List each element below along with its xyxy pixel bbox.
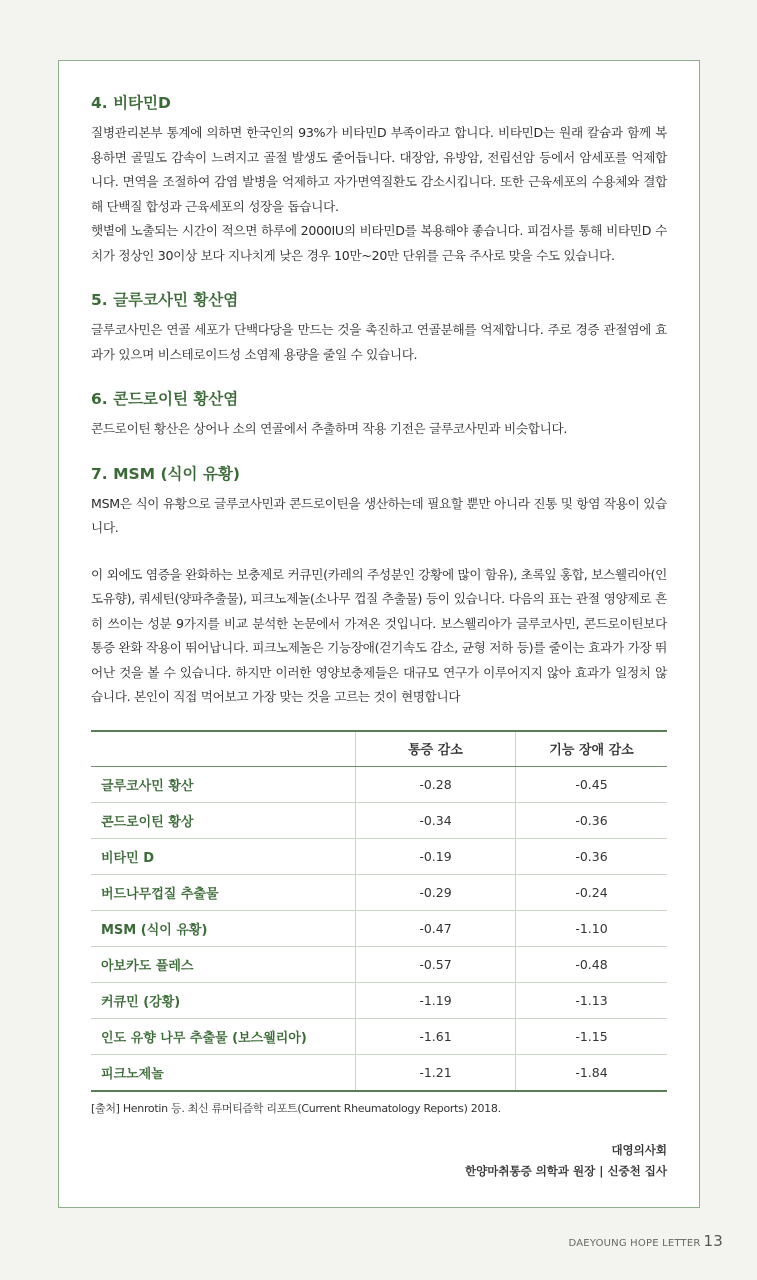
- section-chondroitin: [91, 389, 667, 442]
- table-source: [출처] Henrotin 등. 최신 류머티즘학 리포트(Current Rheumatology Reports) 2018.: [91, 1101, 501, 1115]
- section-paragraph: 햇볕에 노출되는 시간이 적으면 하루에 2000IU의 비타민D를 복용해야 좋습니다. 피검사를 통해 비타민D 수치가 정상인 30이상 보다 지나치게 낮은 경우 10만~20만 단위를 근육 주사로 맞을 수도 있습니다.: [91, 223, 667, 263]
- intro-paragraph: 이 외에도 염증을 완화하는 보충제로 커큐민(카레의 주성분인 강황에 많이 함유), 초록잎 홍합, 보스웰리아(인도유향), 쿼세틴(양파추출물), 피크노제놀(소나무 껍질 추출물) 등이 있습니다. 다음의 표는 관절 영양제로 흔히 쓰이는 성분 9가지를 비교 분석한 논문에서 가져온 것입니다. 보스웰리아가 글루코사민, 콘드로이틴보다 통증 완화 작용이 뛰어납니다. 피크노제놀은 기능장애(걷기속도 감소, 균형 저하 등)를 줄이는 효과가 가장 뛰어난 것을 볼 수 있습니다. 하지만 이러한 영양보충제들은 대규모 연구가 이루어지지 않아 효과가 일정치 않습니다. 본인이 직접 먹어보고 가장 맞는 것을 고르는 것이 현명합니다: [91, 566, 667, 704]
- table-cell-function: -0.36: [516, 838, 668, 874]
- section-title: 6. 콘드로이틴 황산염: [91, 390, 239, 408]
- table-cell-name: MSM (식이 유황): [91, 910, 356, 946]
- table-row: [91, 802, 667, 838]
- section-vitamin-d: [91, 93, 667, 268]
- table-row: [91, 766, 667, 802]
- section-glucosamine: [91, 290, 667, 367]
- section-paragraph: MSM은 식이 유황으로 글루코사민과 콘드로이틴을 생산하는데 필요할 뿐만 아니라 진통 및 항염 작용이 있습니다.: [91, 495, 667, 535]
- table-cell-name: 콘드로이틴 황상: [91, 802, 356, 838]
- table-cell-function: -0.45: [516, 766, 668, 802]
- table-cell-pain: -0.28: [356, 766, 516, 802]
- table-cell-pain: -0.29: [356, 874, 516, 910]
- section-paragraph: 글루코사민은 연골 세포가 단백다당을 만드는 것을 촉진하고 연골분해를 억제합니다. 주로 경증 관절염에 효과가 있으며 비스테로이드성 소염제 용량을 줄일 수 있습니다.: [91, 322, 667, 362]
- table-cell-pain: -0.57: [356, 946, 516, 982]
- table-cell-function: -0.36: [516, 802, 668, 838]
- article-card: [58, 60, 700, 1208]
- page-number: 13: [703, 1232, 723, 1250]
- footer-label: DAEYOUNG HOPE LETTER: [568, 1238, 701, 1249]
- table-cell-name: 피크노제놀: [101, 1066, 164, 1082]
- table-cell-function: -0.48: [516, 946, 668, 982]
- signature-org: 대영의사회: [611, 1142, 667, 1157]
- section-paragraph: 질병관리본부 통계에 의하면 한국인의 93%가 비타민D 부족이라고 합니다. 비타민D는 원래 칼슘과 함께 복용하면 골밀도 감속이 느려지고 골절 발생도 줄어듭니다. 대장암, 유방암, 전립선암 등에서 암세포를 억제합니다. 면역을 조절하여 감염 발병을 억제하고 자가면역질환도 감소시킵니다. 또한 근육세포의 수용체와 결합해 단백질 합성과 근육세포의 성장을 돕습니다.: [91, 125, 667, 214]
- table-cell-name: 비타민 D: [91, 838, 356, 874]
- table-cell-pain: -0.34: [356, 802, 516, 838]
- table-cell-name: 버드나무껍질 추출물: [91, 874, 356, 910]
- table-row: [91, 1054, 667, 1091]
- table-row: [91, 982, 667, 1018]
- table-cell-pain: -1.19: [356, 982, 516, 1018]
- table-cell-pain: -0.47: [356, 910, 516, 946]
- section-paragraph: 콘드로이틴 황산은 상어나 소의 연골에서 추출하며 작용 기전은 글루코사민과 비슷합니다.: [91, 421, 568, 436]
- page-footer: [569, 1232, 723, 1250]
- section-title: 7. MSM (식이 유황): [91, 464, 240, 483]
- table-cell-function: -0.24: [516, 874, 668, 910]
- table-cell-name: 인도 유향 나무 추출물 (보스웰리아): [91, 1018, 356, 1054]
- signature-author: 한양마취통증 의학과 원장 | 신중천 집사: [465, 1163, 667, 1178]
- section-title: 5. 글루코사민 황산염: [91, 291, 239, 309]
- table-header-row: [91, 731, 667, 767]
- table-cell-function: -1.84: [516, 1054, 668, 1091]
- table-row: [91, 874, 667, 910]
- table-header-pain: 통증 감소: [356, 731, 516, 767]
- table-cell-function: -1.10: [516, 910, 668, 946]
- section-msm: [91, 464, 667, 541]
- table-row: [91, 946, 667, 982]
- table-cell-function: -1.13: [516, 982, 668, 1018]
- section-title: 4. 비타민D: [91, 94, 171, 112]
- table-row: [91, 910, 667, 946]
- table-header-empty: [91, 731, 356, 767]
- signature: [91, 1140, 667, 1182]
- table-cell-name: 글루코사민 황산: [91, 766, 356, 802]
- table-cell-pain: -1.21: [356, 1054, 516, 1091]
- comparison-table: [91, 730, 667, 1092]
- table-cell-function: -1.15: [516, 1018, 668, 1054]
- table-cell-name: 커큐민 (강황): [91, 982, 356, 1018]
- table-row: [91, 838, 667, 874]
- table-cell-pain: -0.19: [356, 838, 516, 874]
- table-row: [91, 1018, 667, 1054]
- table-cell-name: 아보카도 플레스: [91, 946, 356, 982]
- table-header-function: 기능 장애 감소: [516, 731, 668, 767]
- table-cell-pain: -1.61: [356, 1018, 516, 1054]
